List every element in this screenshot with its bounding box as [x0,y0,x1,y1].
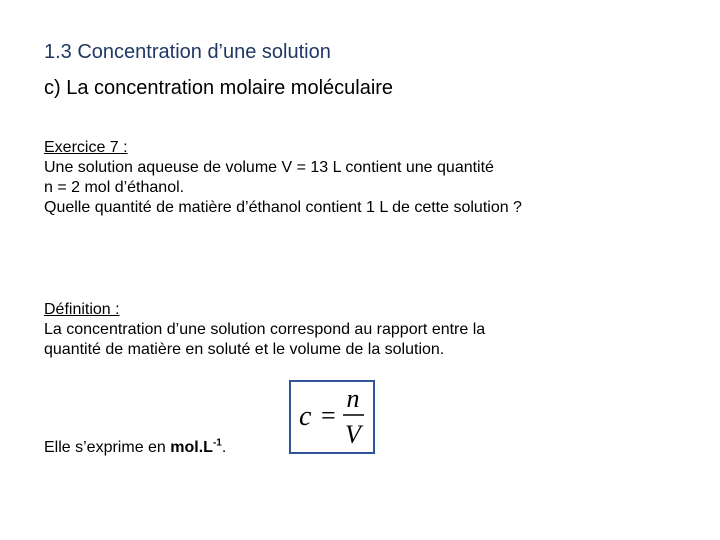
formula-lhs: c [299,401,312,432]
slide-title: 1.3 Concentration d’une solution [44,41,331,63]
definition-block [44,300,485,360]
formula-equals: = [321,401,336,430]
unit-suffix: . [221,439,227,456]
unit-exponent: -1 [212,437,222,449]
unit-statement [44,438,226,458]
formula-denominator: V [345,420,361,449]
exercise-block [44,138,522,218]
formula-graphic [291,382,373,452]
definition-line-2: quantité de matière en soluté et le volume de la solution. [44,341,445,358]
formula-numerator: n [346,384,360,413]
slide-subtitle: c) La concentration molaire moléculaire [44,77,394,99]
exercise-heading: Exercice 7 : [44,139,128,156]
definition-heading: Définition : [44,301,120,318]
exercise-line-1: Une solution aqueuse de volume V = 13 L contient une quantité [44,159,494,176]
unit-prefix: Elle s’exprime en [44,439,171,456]
definition-line-1: La concentration d’une solution correspond au rapport entre la [44,321,486,338]
exercise-line-2: n = 2 mol d’éthanol. [44,179,185,196]
exercise-line-3: Quelle quantité de matière d’éthanol contient 1 L de cette solution ? [44,199,522,216]
unit-base: mol.L [170,439,213,456]
concentration-formula [289,380,375,454]
